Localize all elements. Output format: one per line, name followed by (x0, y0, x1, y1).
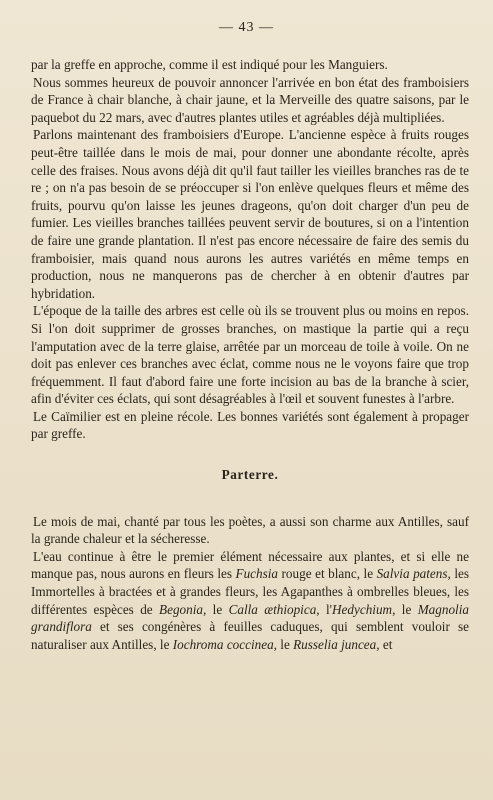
paragraph-framboisiers-europe: Parlons maintenant des framboisiers d'Europe. L'ancienne espèce à fruits rouges peut-être taillée dans le mois de mai, pour donner une abondante récolte, après celle des fraises. Nous avons déjà dit qu'il faut tailler les vieilles branches ras de te re ; on n'a pas besoin de se préoccuper si l'on enlève quelques fleurs et même des fruits, pourvu qu'on laisse les jeunes drageons, qu'on doit charger d'un peu de fumier. Les vieilles branches taillées peuvent servir de boutures, si on a l'intention de faire une grande plantation. Il n'est pas encore nécessaire de faire des semis du framboisier, mais quand nous aurons les autres variétés en même temps en production, nous ne manquerons pas de chercher à en obtenir d'autres par hybridation. (31, 127, 469, 301)
plant-name-italic: Calla æthiopica, (228, 601, 320, 617)
text-run: les Immortelles à bractées et à grandes fleurs, les Agapanthes à ombrelles bleues, les différentes espèces de (31, 566, 469, 617)
plant-name-italic: Iochroma coccinea, (172, 636, 277, 652)
plant-name-italic: Hedychium, (332, 601, 396, 617)
text-run: le (206, 601, 229, 617)
plant-name-italic: Salvia patens, (376, 566, 451, 582)
text-run: et (379, 636, 393, 652)
paragraph-caimilier: Le Caïmilier est en pleine récole. Les bonnes variétés sont également à propager par greffe. (31, 408, 469, 442)
text-run: L'eau continue à être le premier élément nécessaire aux plantes, et si elle ne manque pas, nous aurons en fleurs les (31, 548, 469, 582)
page-number: — 43 — (219, 20, 274, 35)
plant-name-italic: Russelia juncea, (293, 636, 380, 652)
paragraph-taille-arbres: L'époque de la taille des arbres est celle où ils se trouvent plus ou moins en repos. Si l'on doit supprimer de grosses branches, on mastique la partie qui a reçu l'amputation avec de la terre glaise, arrêtée par un morceau de toile à voile. On ne doit pas enlever ces branches avec éclat, comme nous ne le voyons faire que trop fréquemment. Il faut d'abord faire une forte incision au bas de la branche à scier, afin d'éviter ces éclats, qui sont désagréables à l'œil et souvent funestes à l'arbre. (31, 303, 469, 407)
text-run: et ses congénères à feuilles caduques, qui semblent vouloir se naturaliser aux Antilles, le (31, 619, 469, 652)
paragraph-framboisiers-arrival: Nous sommes heureux de pouvoir annoncer l'arrivée en bon état des framboisiers de France à chair blanche, à chair jaune, et la Merveille des quatre saisons, par le paquebot du 22 mars, avec d'autres plantes utiles et agréables déjà multipliées. (31, 74, 469, 125)
section-heading: Parterre. (221, 467, 279, 483)
text-run: le (395, 601, 418, 617)
paragraph-eau-plantes (31, 548, 469, 654)
body-text (31, 56, 469, 653)
text-run: l' (319, 601, 333, 617)
plant-name-italic: Fuchsia (235, 566, 279, 582)
plant-name-italic: Magnolia grandiflora (31, 601, 469, 635)
paragraph-mois-de-mai: Le mois de mai, chanté par tous les poètes, a aussi son charme aux Antilles, sauf la grande chaleur et la sécheresse. (31, 513, 469, 547)
paragraph-continuation: par la greffe en approche, comme il est indiqué pour les Manguiers. (31, 57, 388, 72)
text-run: le (276, 636, 294, 652)
text-run: rouge et blanc, le (278, 566, 377, 582)
plant-name-italic: Begonia, (159, 601, 207, 617)
